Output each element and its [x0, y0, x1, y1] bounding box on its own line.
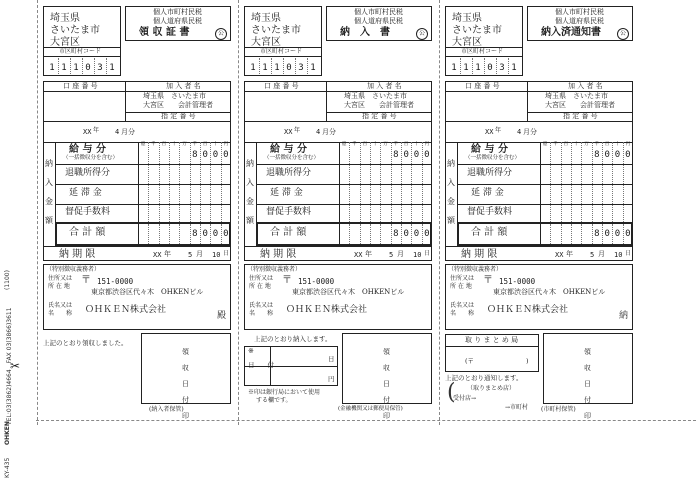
row-dunning-fee: 督促手数料: [467, 207, 513, 217]
payer-label: 加 入 者 名: [568, 82, 603, 90]
side-label-char: 金: [45, 197, 53, 206]
total-amount-digit: 0: [614, 229, 621, 239]
perforation-1: [238, 0, 239, 425]
tax-line-2: 個人道府県民税: [555, 17, 604, 25]
city-code-digit: 1: [310, 63, 316, 73]
issuer-line-1: 埼玉県: [50, 13, 80, 24]
digit-header: 十: [213, 142, 218, 147]
side-label-char: 納: [45, 159, 53, 168]
deadline-year-unit: 年: [365, 250, 372, 258]
stamp-label-char: 領: [383, 348, 390, 356]
city-code-digit: 1: [463, 63, 469, 73]
digit-header: 円: [223, 142, 229, 147]
form-title: 納入済通知書: [541, 27, 601, 38]
row-late-fee: 延 滞 金: [471, 188, 504, 198]
postal-code: 151-0000: [97, 277, 134, 286]
city-code-digit: 1: [109, 63, 115, 73]
stamp-label-char: 印: [584, 412, 591, 420]
row-late-fee: 延 滞 金: [69, 188, 102, 198]
digit-header: 百: [362, 142, 368, 147]
deadline-day: 10: [413, 251, 422, 259]
digit-header: 十: [615, 142, 620, 147]
side-label-char: 入: [447, 178, 455, 187]
stamp-label-char: 日: [383, 380, 390, 388]
usage-note-1: ※印は銀行局において使用: [248, 389, 321, 396]
salary-amount-digit: 8: [594, 150, 600, 160]
side-label-char: 入: [45, 178, 53, 187]
period-month: 4: [316, 128, 321, 136]
digit-header: 万: [584, 142, 589, 147]
period-year-unit: 年: [495, 127, 502, 134]
row-total: 合 計 額: [471, 227, 508, 238]
digit-header: 百: [403, 142, 409, 147]
postal-code: 151-0000: [499, 277, 536, 286]
name-label-2: 名 称: [450, 310, 475, 317]
salary-amount-digit: 0: [202, 150, 208, 160]
usage-note-2: する欄です。: [256, 397, 292, 404]
digit-header: 十: [372, 142, 378, 147]
row-salary: 給 与 分: [270, 144, 307, 155]
postal-mark: 〒: [81, 275, 91, 286]
period-year: XX: [83, 128, 92, 136]
city-code-digit: 3: [97, 63, 103, 73]
total-amount-digit: 8: [594, 229, 600, 239]
row-salary: 給 与 分: [69, 144, 106, 155]
row-salary: 給 与 分: [471, 144, 508, 155]
digit-header: 十: [414, 142, 419, 147]
digit-header: 十: [171, 142, 177, 147]
issuer-line-1: 埼玉県: [452, 13, 482, 24]
digit-header: 千: [151, 142, 156, 147]
tax-line-1: 個人市町村民税: [153, 8, 202, 16]
digit-header: 千: [594, 142, 600, 147]
deadline-year: XX: [354, 251, 363, 259]
address-label-1: 住所又は: [249, 275, 274, 282]
obligor-box: [43, 264, 231, 330]
period-month: 4: [517, 128, 522, 136]
total-amount-digit: 0: [223, 229, 229, 239]
stamp-label-char: 付: [182, 396, 189, 404]
city-label: →市町村: [505, 404, 529, 411]
deadline-day-unit: 日: [424, 250, 431, 257]
slip-notice: [445, 6, 633, 420]
payer-label: 加 入 者 名: [367, 82, 402, 90]
salary-amount-digit: 0: [614, 150, 621, 160]
address-label-2: 所 在 地: [48, 283, 70, 290]
obligor-box: [445, 264, 633, 330]
company-name: ＯＨＫＥＮ株式会社: [85, 305, 167, 315]
postal-code: 151-0000: [298, 277, 335, 286]
payer-line-2: 大宮区 会計管理者: [545, 101, 615, 109]
issuer-line-1: 埼玉県: [251, 13, 281, 24]
date-yen-unit: 円: [328, 375, 335, 383]
name-label-2: 名 称: [249, 310, 274, 317]
digit-header: 億: [140, 142, 146, 147]
designated-number-label: 指 定 番 号: [161, 112, 196, 120]
payer-line-2: 大宮区 会計管理者: [143, 101, 213, 109]
city-code-digit: 0: [85, 63, 91, 73]
stamp-label-char: 領: [182, 348, 189, 356]
deadline-month-unit: 月: [397, 250, 404, 258]
deadline-year: XX: [555, 251, 564, 259]
city-code-digit: 1: [250, 63, 256, 73]
date-label: 日 付: [248, 361, 274, 369]
digit-header: 千: [393, 142, 399, 147]
scissors-icon: ✂: [10, 359, 21, 373]
collection-paren: (〒 ): [465, 357, 529, 365]
designated-number-label: 指 定 番 号: [563, 112, 598, 120]
stamp-label-char: 日: [182, 380, 189, 388]
digit-header: 万: [383, 142, 388, 147]
city-code-digit: 1: [49, 63, 55, 73]
period-month-unit: 月分: [322, 128, 336, 136]
stamp-label-char: 印: [383, 412, 390, 420]
deadline-label: 納 期 限: [260, 249, 297, 260]
issuer-line-2: さいたま市: [452, 25, 502, 36]
side-label-char: 額: [246, 216, 254, 225]
city-code-digit: 1: [274, 63, 280, 73]
side-label-char: 納: [246, 159, 254, 168]
salary-amount-digit: 0: [413, 150, 420, 160]
total-amount-digit: 8: [393, 229, 399, 239]
side-label-char: 額: [447, 216, 455, 225]
salary-note: （一括徴収分を含む）: [264, 155, 320, 161]
account-number-label: 口 座 番 号: [465, 82, 500, 90]
digit-header: 百: [161, 142, 167, 147]
postal-mark: 〒: [483, 275, 493, 286]
address-label-2: 所 在 地: [450, 283, 472, 290]
side-label-char: 納: [447, 159, 455, 168]
receipt-note: 上記のとおり領収しました。: [43, 339, 128, 347]
deadline-month: 5: [590, 251, 595, 259]
tax-line-2: 個人道府県民税: [153, 17, 202, 25]
payer-line-1: 埼玉県 さいたま市: [344, 92, 407, 100]
city-code-digit: 3: [499, 63, 505, 73]
city-code-digit: 1: [73, 63, 79, 73]
period-month: 4: [115, 128, 120, 136]
receipt-note: 上記のとおり納入します。: [254, 335, 332, 343]
issuer-line-3: 大宮区: [50, 37, 80, 48]
issuer-line-2: さいたま市: [50, 25, 100, 36]
city-code-label: 市区町村コード: [59, 48, 102, 55]
tax-line-1: 個人市町村民税: [555, 8, 604, 16]
digit-header: 千: [192, 142, 198, 147]
tax-line-2: 個人道府県民税: [354, 17, 403, 25]
digit-header: 円: [625, 142, 631, 147]
honorific: 殿: [217, 311, 227, 321]
stamp-label-char: 印: [182, 412, 189, 420]
postal-mark: 〒: [282, 275, 292, 286]
digit-header: 千: [553, 142, 558, 147]
stamp-label-char: 収: [383, 364, 390, 372]
address: 東京都渋谷区代々木 OHKENビル: [292, 288, 405, 296]
obligor-label: （特別徴収義務者）: [247, 266, 302, 273]
total-amount-digit: 0: [424, 229, 430, 239]
row-retirement: 退職所得分: [467, 168, 513, 178]
city-code-digit: 0: [286, 63, 292, 73]
public-mark-icon: 公: [215, 28, 227, 40]
footer-label: (市町村保管): [541, 406, 576, 413]
slip-payment: [244, 6, 432, 420]
total-amount-digit: 0: [604, 229, 610, 239]
receiving-label: 受付店→: [453, 395, 477, 402]
date-mark: ※: [248, 347, 254, 355]
name-label-1: 氏名又は: [48, 302, 73, 309]
period-year: XX: [485, 128, 494, 136]
deadline-month-unit: 月: [196, 250, 203, 258]
stamp-label-char: 付: [383, 396, 390, 404]
salary-note: （一括徴収分を含む）: [63, 155, 119, 161]
form-title: 納 入 書: [340, 27, 390, 38]
collection-label: 取 り ま と め 局: [465, 336, 519, 344]
name-label-2: 名 称: [48, 310, 73, 317]
city-code-digit: 1: [475, 63, 481, 73]
footer-label: (金融機関又は郵便局保管): [338, 406, 403, 412]
stamp-label-char: 領: [584, 348, 591, 356]
deadline-year-unit: 年: [164, 250, 171, 258]
salary-amount-digit: 0: [223, 150, 229, 160]
salary-amount-digit: 8: [393, 150, 399, 160]
digit-header: 円: [424, 142, 430, 147]
address-label-1: 住所又は: [48, 275, 73, 282]
address-label-1: 住所又は: [450, 275, 475, 282]
salary-amount-digit: 0: [424, 150, 430, 160]
period-month-unit: 月分: [121, 128, 135, 136]
deadline-label: 納 期 限: [461, 249, 498, 260]
receipt-note: 上記のとおり通知します。: [445, 374, 523, 382]
deadline-day-unit: 日: [223, 250, 230, 257]
payer-label: 加 入 者 名: [166, 82, 201, 90]
tax-line-1: 個人市町村民税: [354, 8, 403, 16]
salary-amount-digit: 8: [192, 150, 198, 160]
digit-header: 万: [182, 142, 187, 147]
deadline-day-unit: 日: [625, 250, 632, 257]
company-name: ＯＨＫＥＮ株式会社: [487, 305, 569, 315]
payer-line-1: 埼玉県 さいたま市: [545, 92, 608, 100]
address: 東京都渋谷区代々木 OHKENビル: [91, 288, 204, 296]
digit-header: 億: [542, 142, 548, 147]
city-code-digit: 1: [262, 63, 268, 73]
total-amount-digit: 8: [192, 229, 198, 239]
form-title: 領 収 証 書: [139, 27, 190, 38]
obligor-label: （特別徴収義務者）: [46, 266, 101, 273]
row-total: 合 計 額: [270, 227, 307, 238]
deadline-month-unit: 月: [598, 250, 605, 258]
total-amount-digit: 0: [413, 229, 420, 239]
period-year: XX: [284, 128, 293, 136]
public-mark-icon: 公: [617, 28, 629, 40]
name-label-1: 氏名又は: [450, 302, 475, 309]
digit-header: 百: [604, 142, 610, 147]
honorific: 納: [619, 311, 629, 321]
slip-receipt: [43, 6, 231, 420]
total-amount-digit: 0: [403, 229, 409, 239]
period-month-unit: 月分: [523, 128, 537, 136]
salary-amount-digit: 0: [604, 150, 610, 160]
total-amount-digit: 0: [202, 229, 208, 239]
deadline-label: 納 期 限: [59, 249, 96, 260]
row-retirement: 退職所得分: [65, 168, 111, 178]
stamp-label-char: 収: [182, 364, 189, 372]
city-code-digit: 1: [511, 63, 517, 73]
deadline-month: 5: [188, 251, 193, 259]
salary-amount-digit: 0: [212, 150, 219, 160]
issuer-line-2: さいたま市: [251, 25, 301, 36]
digit-header: 千: [352, 142, 357, 147]
period-year-unit: 年: [93, 127, 100, 134]
total-amount-digit: 0: [625, 229, 631, 239]
city-code-digit: 1: [61, 63, 67, 73]
deadline-day: 10: [614, 251, 623, 259]
city-code-label: 市区町村コード: [461, 48, 504, 55]
digit-header: 億: [341, 142, 347, 147]
public-mark-icon: 公: [416, 28, 428, 40]
side-label-char: 金: [246, 197, 254, 206]
row-late-fee: 延 滞 金: [270, 188, 303, 198]
row-dunning-fee: 督促手数料: [65, 207, 111, 217]
bracket-left: (: [447, 380, 456, 405]
row-retirement: 退職所得分: [266, 168, 312, 178]
name-label-1: 氏名又は: [249, 302, 274, 309]
form-contact: TEL:03(3862)4664 FAX 03(3866)3611: [6, 307, 13, 425]
company-name: ＯＨＫＥＮ株式会社: [286, 305, 368, 315]
account-number-label: 口 座 番 号: [63, 82, 98, 90]
designated-number-label: 指 定 番 号: [362, 112, 397, 120]
issuer-line-3: 大宮区: [452, 37, 482, 48]
bottom-perforation: [36, 420, 696, 421]
address-label-2: 所 在 地: [249, 283, 271, 290]
city-code-digit: 1: [451, 63, 457, 73]
deadline-year: XX: [153, 251, 162, 259]
deadline-day: 10: [212, 251, 221, 259]
digit-header: 百: [202, 142, 208, 147]
form-brand: OHKEN: [4, 421, 11, 445]
period-year-unit: 年: [294, 127, 301, 134]
payer-line-2: 大宮区 会計管理者: [344, 101, 414, 109]
total-amount-digit: 0: [212, 229, 219, 239]
salary-amount-digit: 0: [625, 150, 631, 160]
form-lot: (1100): [4, 270, 11, 290]
payer-line-1: 埼玉県 さいたま市: [143, 92, 206, 100]
perforation-2: [439, 0, 440, 425]
obligor-box: [244, 264, 432, 330]
obligor-label: （特別徴収義務者）: [448, 266, 503, 273]
date-day-unit: 日: [328, 355, 335, 363]
digit-header: 百: [563, 142, 569, 147]
row-total: 合 計 額: [69, 227, 106, 238]
city-code-label: 市区町村コード: [260, 48, 303, 55]
city-code-digit: 0: [487, 63, 493, 73]
deadline-year-unit: 年: [566, 250, 573, 258]
handling-label: （取りまとめ店）: [467, 385, 516, 392]
account-number-label: 口 座 番 号: [264, 82, 299, 90]
salary-amount-digit: 0: [403, 150, 409, 160]
salary-note: （一括徴収分を含む）: [465, 155, 521, 161]
row-dunning-fee: 督促手数料: [266, 207, 312, 217]
stamp-label-char: 収: [584, 364, 591, 372]
footer-label: (納入者保管): [149, 406, 184, 413]
side-label-char: 金: [447, 197, 455, 206]
stamp-label-char: 日: [584, 380, 591, 388]
city-code-digit: 3: [298, 63, 304, 73]
left-perforation: [37, 0, 38, 425]
digit-header: 十: [573, 142, 579, 147]
form-code: KY-435: [4, 457, 11, 478]
deadline-month: 5: [389, 251, 394, 259]
issuer-line-3: 大宮区: [251, 37, 281, 48]
stamp-label-char: 付: [584, 396, 591, 404]
side-label-char: 額: [45, 216, 53, 225]
side-label-char: 入: [246, 178, 254, 187]
address: 東京都渋谷区代々木 OHKENビル: [493, 288, 606, 296]
